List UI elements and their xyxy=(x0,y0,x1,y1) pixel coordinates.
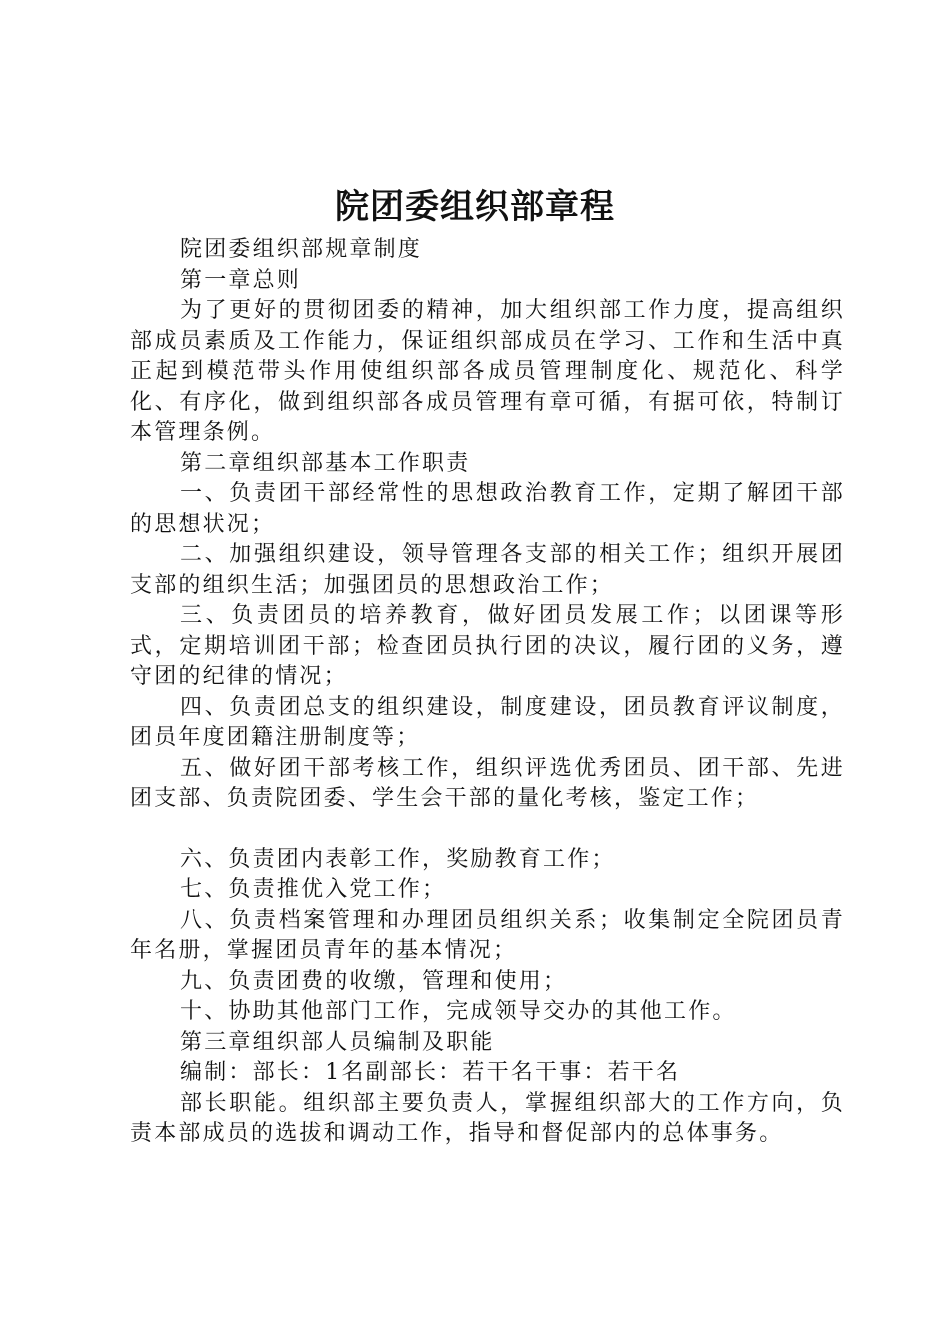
subtitle-paragraph: 院团委组织部规章制度 xyxy=(180,237,423,262)
chapter-2-heading: 第二章组织部基本工作职责 xyxy=(180,450,471,476)
duty-item-10: 十、协助其他部门工作，完成领导交办的其他工作。 xyxy=(180,999,737,1024)
duty-item-3: 三、负责团员的培养教育，做好团员发展工作；以团课等形式，定期培训团干部；检查团员执行团的决议，履行团的义务，遵守团的纪律的情况； xyxy=(130,603,845,689)
staffing-paragraph: 编制：部长：1名副部长：若干名干事：若干名 xyxy=(180,1060,681,1085)
duty-item-8: 八、负责档案管理和办理团员组织关系；收集制定全院团员青年名册，掌握团员青年的基本情况； xyxy=(130,907,845,963)
document-title: 院团委组织部章程 xyxy=(335,187,615,227)
document-body xyxy=(130,235,845,1150)
chapter-3-heading: 第三章组织部人员编制及职能 xyxy=(180,1029,495,1055)
chapter-1-heading: 第一章总则 xyxy=(180,267,302,293)
duty-item-7: 七、负责推优入党工作； xyxy=(180,877,447,902)
minister-duties-paragraph: 部长职能。组织部主要负责人，掌握组织部大的工作方向，负责本部成员的选拔和调动工作，指导和督促部内的总体事务。 xyxy=(130,1090,845,1146)
duty-item-1: 一、负责团干部经常性的思想政治教育工作，定期了解团干部的思想状况； xyxy=(130,481,845,537)
duty-item-6: 六、负责团内表彰工作，奖励教育工作； xyxy=(180,846,616,872)
duty-item-2: 二、加强组织建设，领导管理各支部的相关工作；组织开展团支部的组织生活；加强团员的思想政治工作； xyxy=(130,542,845,598)
duty-item-4: 四、负责团总支的组织建设，制度建设，团员教育评议制度，团员年度团籍注册制度等； xyxy=(130,694,845,750)
duty-item-5: 五、做好团干部考核工作，组织评选优秀团员、团干部、先进团支部、负责院团委、学生会干部的量化考核，鉴定工作； xyxy=(130,755,845,811)
duty-item-9: 九、负责团费的收缴，管理和使用； xyxy=(180,968,568,994)
chapter-1-paragraph: 为了更好的贯彻团委的精神，加大组织部工作力度，提高组织部成员素质及工作能力，保证组织部成员在学习、工作和生活中真正起到模范带头作用使组织部各成员管理制度化、规范化、科学化、有序化，做到组织部各成员管理有章可循，有据可依，特制订本管理条例。 xyxy=(130,298,845,445)
